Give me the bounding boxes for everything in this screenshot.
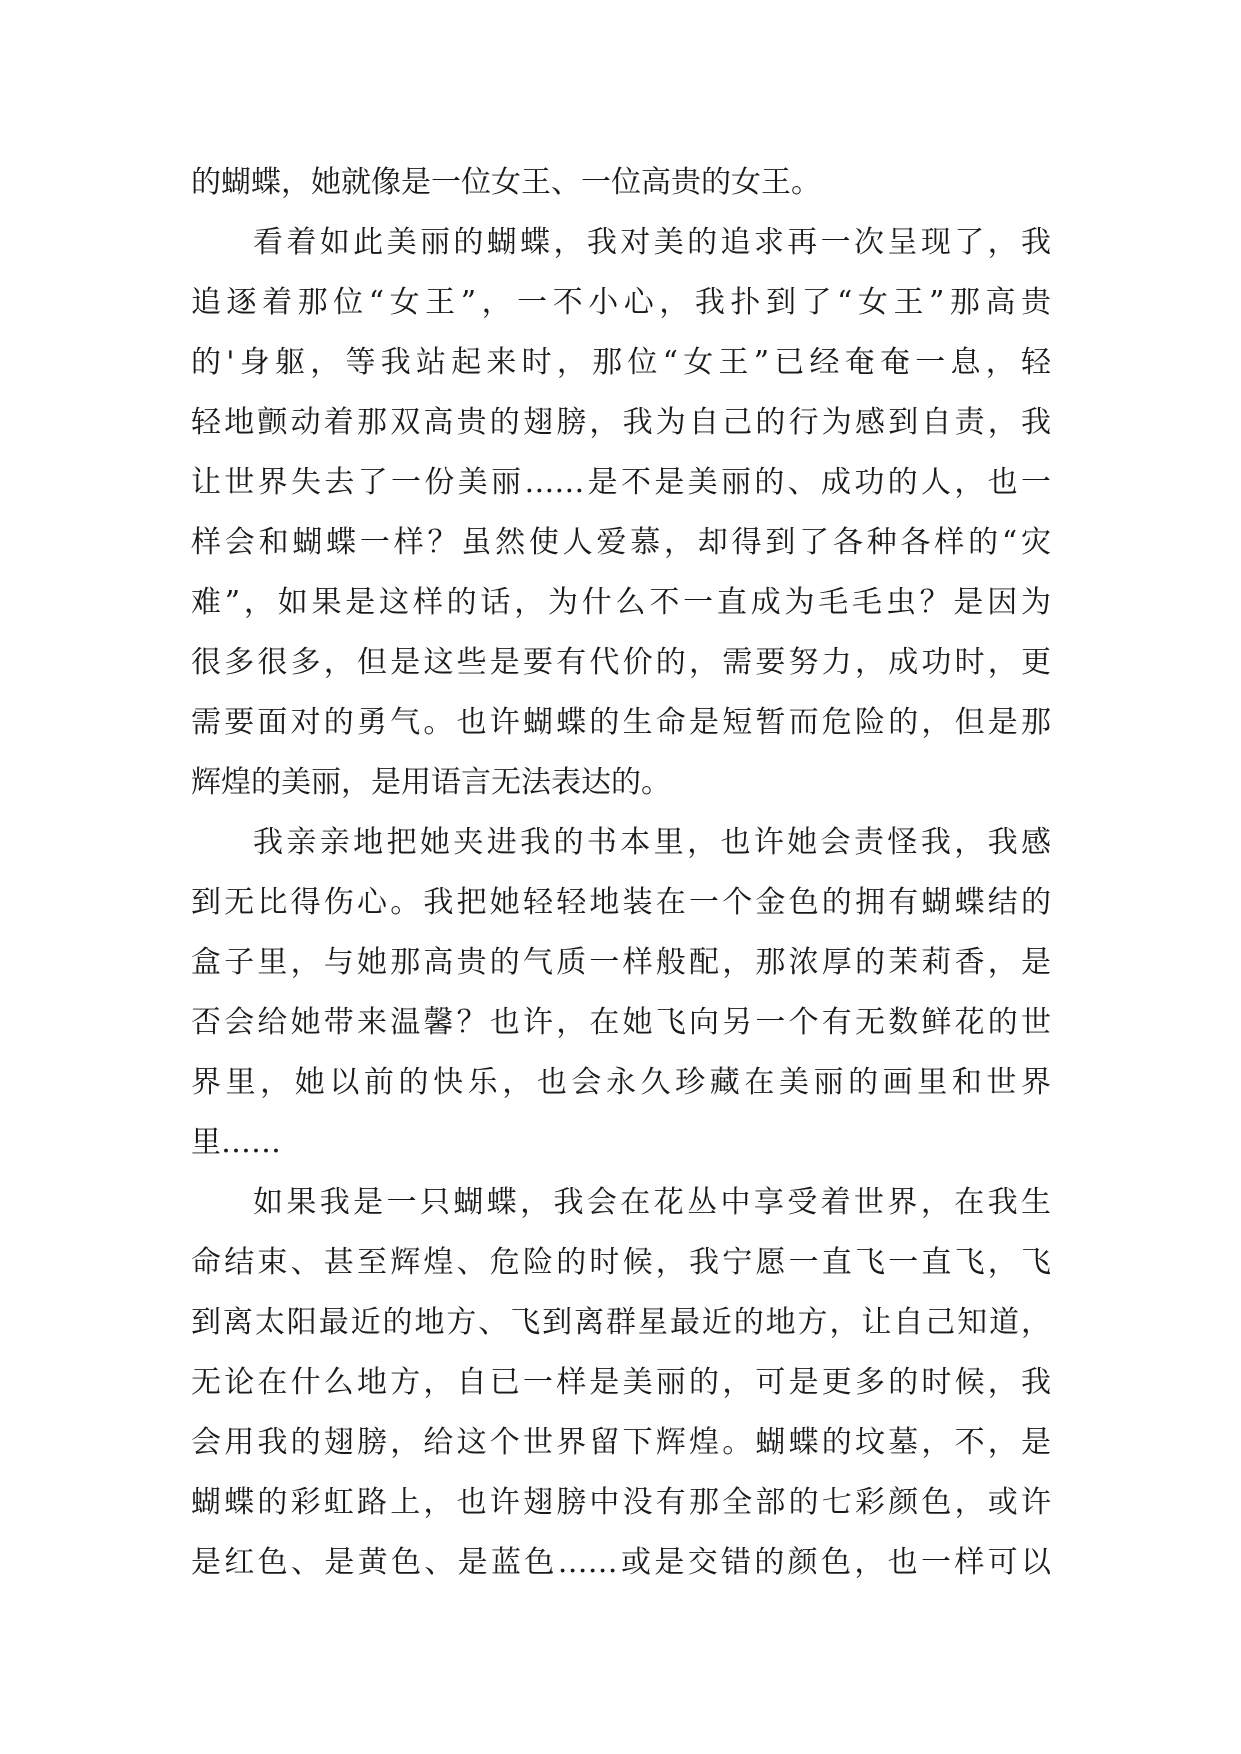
text-line: 的蝴蝶，她就像是一位女王、一位高贵的女王。	[191, 165, 821, 200]
text-line: 很多很多，但是这些是要有代价的，需要努力，成功时，更	[191, 645, 1051, 680]
text-line: 里……	[191, 1125, 281, 1160]
text-line: 需要面对的勇气。也许蝴蝶的生命是短暂而危险的，但是那	[191, 705, 1051, 740]
text-line: 的'身躯，等我站起来时，那位“女王”已经奄奄一息，轻	[191, 345, 1051, 380]
text-line: 会用我的翅膀，给这个世界留下辉煌。蝴蝶的坟墓，不，是	[191, 1425, 1051, 1460]
text-line: 否会给她带来温馨？也许，在她飞向另一个有无数鲜花的世	[191, 1005, 1051, 1040]
paragraph-first-line: 看着如此美丽的蝴蝶，我对美的追求再一次呈现了，我	[253, 225, 1051, 260]
text-line: 界里，她以前的快乐，也会永久珍藏在美丽的画里和世界	[191, 1065, 1051, 1100]
document-body	[191, 153, 1051, 1593]
text-line: 辉煌的美丽，是用语言无法表达的。	[191, 765, 671, 800]
text-line: 让世界失去了一份美丽……是不是美丽的、成功的人，也一	[191, 465, 1051, 500]
text-line: 无论在什么地方，自已一样是美丽的，可是更多的时候，我	[191, 1365, 1051, 1400]
text-line: 命结束、甚至辉煌、危险的时候，我宁愿一直飞一直飞，飞	[191, 1245, 1051, 1280]
paragraph-first-line: 我亲亲地把她夹进我的书本里，也许她会责怪我，我感	[253, 825, 1051, 860]
text-line: 追逐着那位“女王”，一不小心，我扑到了“女王”那高贵	[191, 285, 1051, 320]
text-line: 到无比得伤心。我把她轻轻地装在一个金色的拥有蝴蝶结的	[191, 885, 1051, 920]
text-line: 轻地颤动着那双高贵的翅膀，我为自己的行为感到自责，我	[191, 405, 1051, 440]
text-line: 蝴蝶的彩虹路上，也许翅膀中没有那全部的七彩颜色，或许	[191, 1485, 1051, 1520]
text-line: 到离太阳最近的地方、飞到离群星最近的地方，让自己知道，	[191, 1305, 1051, 1340]
text-line: 难”，如果是这样的话，为什么不一直成为毛毛虫？是因为	[191, 585, 1051, 620]
text-line: 盒子里，与她那高贵的气质一样般配，那浓厚的茉莉香，是	[191, 945, 1051, 980]
text-line: 样会和蝴蝶一样？虽然使人爱慕，却得到了各种各样的“灾	[191, 525, 1051, 560]
text-line: 是红色、是黄色、是蓝色……或是交错的颜色，也一样可以	[191, 1545, 1051, 1580]
paragraph-first-line: 如果我是一只蝴蝶，我会在花丛中享受着世界，在我生	[253, 1185, 1051, 1220]
